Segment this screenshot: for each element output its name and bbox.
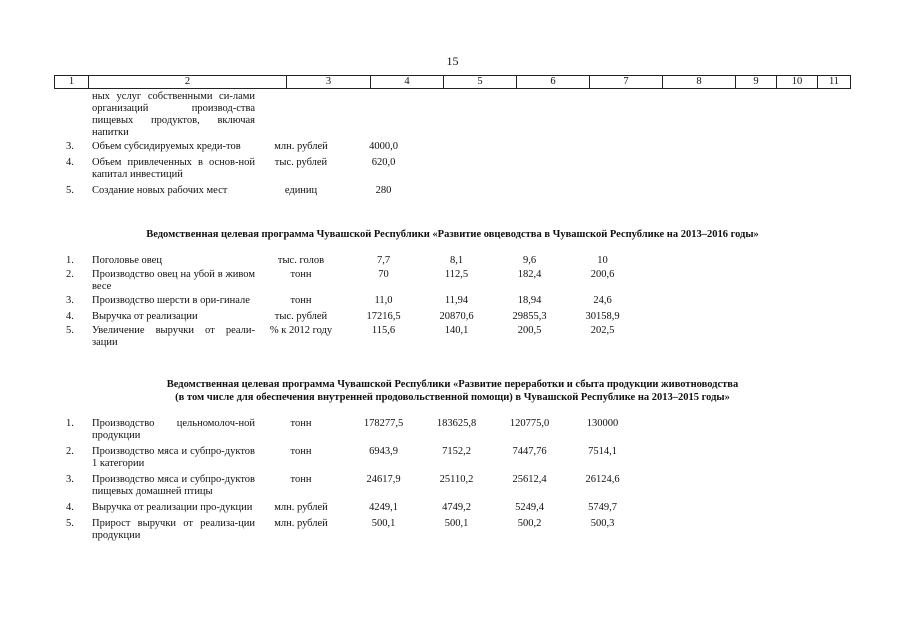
unit-of-measure: % к 2012 году	[269, 325, 333, 336]
year-value: 130000	[586, 418, 619, 429]
unit-of-measure: млн. рублей	[274, 502, 328, 513]
year-value: 5249,4	[515, 502, 544, 513]
year-value: 24,6	[593, 295, 612, 306]
year-value: 29855,3	[512, 311, 547, 322]
row-number: 5.	[66, 518, 74, 529]
table-row	[54, 311, 851, 323]
indicator-name: Прирост выручки от реализа-ции продукции	[92, 518, 255, 541]
row-number: 3.	[66, 474, 74, 485]
year-value: 202,5	[590, 325, 615, 336]
year-value: 500,1	[371, 518, 396, 529]
page-number: 15	[446, 54, 459, 68]
row-number: 4.	[66, 311, 74, 322]
col-header-9: 9	[735, 75, 776, 88]
indicator-name: ных услуг собственными си-лами организаций производ-ства пищевых продуктов, включая напитки	[92, 91, 255, 138]
year-value: 17216,5	[366, 311, 401, 322]
year-value: 200,5	[517, 325, 542, 336]
year-value: 140,1	[444, 325, 469, 336]
indicator-name: Увеличение выручки от реали-зации	[92, 325, 255, 348]
table-row	[54, 255, 851, 267]
unit-of-measure: тыс. рублей	[274, 311, 328, 322]
year-value: 4000,0	[369, 141, 398, 152]
year-value: 10	[597, 255, 608, 266]
unit-of-measure: тыс. голов	[277, 255, 325, 266]
section2-rows	[54, 418, 851, 546]
indicator-name: Производство мяса и субпро-дуктов 1 категории	[92, 446, 255, 469]
column-number-header	[54, 75, 851, 88]
col-header-11: 11	[817, 75, 851, 88]
year-value: 70	[378, 269, 389, 280]
table-row	[54, 446, 851, 470]
col-header-2: 2	[88, 75, 286, 88]
col-header-8: 8	[662, 75, 735, 88]
table-row	[54, 269, 851, 293]
row-number: 4.	[66, 502, 74, 513]
unit-of-measure: тонн	[290, 295, 312, 306]
indicator-name: Производство цельномолоч-ной продукции	[92, 418, 255, 441]
year-value: 7152,2	[442, 446, 471, 457]
year-value: 182,4	[517, 269, 542, 280]
row-number: 3.	[66, 295, 74, 306]
year-value: 7447,76	[512, 446, 547, 457]
unit-of-measure: тонн	[290, 269, 312, 280]
table-row	[54, 325, 851, 349]
year-value: 200,6	[590, 269, 615, 280]
unit-of-measure: млн. рублей	[274, 518, 328, 529]
table-row	[54, 91, 851, 139]
year-value: 9,6	[522, 255, 537, 266]
year-value: 4249,1	[369, 502, 398, 513]
year-value: 280	[375, 185, 392, 196]
col-header-6: 6	[516, 75, 589, 88]
table-row	[54, 157, 851, 181]
year-value: 18,94	[517, 295, 542, 306]
section2-title-line2: (в том числе для обеспечения внутренней продовольственной помощи) в Чувашской Республике на 2013–2015 годы»	[175, 392, 730, 403]
row-number: 1.	[66, 255, 74, 266]
table-row	[54, 518, 851, 542]
indicator-name: Выручка от реализации	[92, 311, 198, 322]
row-number: 3.	[66, 141, 74, 152]
unit-of-measure: млн. рублей	[274, 141, 328, 152]
year-value: 5749,7	[588, 502, 617, 513]
year-value: 6943,9	[369, 446, 398, 457]
continuation-rows	[54, 91, 851, 201]
indicator-name: Объем привлеченных в основ-ной капитал инвестиций	[92, 157, 255, 180]
table-row	[54, 474, 851, 498]
table-row	[54, 295, 851, 307]
year-value: 11,94	[444, 295, 469, 306]
section1-rows	[54, 255, 851, 353]
year-value: 25110,2	[439, 474, 474, 485]
row-number: 1.	[66, 418, 74, 429]
row-number: 4.	[66, 157, 74, 168]
year-value: 178277,5	[363, 418, 404, 429]
year-value: 24617,9	[366, 474, 401, 485]
table-row	[54, 502, 851, 514]
header-bottom-rule	[54, 88, 851, 89]
year-value: 11,0	[374, 295, 393, 306]
col-header-3: 3	[286, 75, 370, 88]
year-value: 25612,4	[512, 474, 547, 485]
row-number: 5.	[66, 325, 74, 336]
year-value: 7514,1	[588, 446, 617, 457]
indicator-name: Производство мяса и субпро-дуктов пищевых домашней птицы	[92, 474, 255, 497]
year-value: 8,1	[449, 255, 464, 266]
year-value: 7,7	[376, 255, 391, 266]
unit-of-measure: тонн	[290, 418, 312, 429]
unit-of-measure: тонн	[290, 474, 312, 485]
indicator-name: Выручка от реализации про-дукции	[92, 502, 253, 513]
row-number	[54, 91, 92, 139]
year-value: 30158,9	[585, 311, 620, 322]
year-value: 500,2	[517, 518, 542, 529]
year-value: 4749,2	[442, 502, 471, 513]
col-header-4: 4	[370, 75, 443, 88]
table-row	[54, 185, 851, 197]
year-value: 115,6	[371, 325, 396, 336]
col-header-1: 1	[54, 75, 88, 88]
col-header-5: 5	[443, 75, 516, 88]
year-value: 20870,6	[439, 311, 474, 322]
indicator-name: Производство шерсти в ори-гинале	[92, 295, 250, 306]
year-value: 620,0	[371, 157, 396, 168]
col-header-7: 7	[589, 75, 662, 88]
col-header-10: 10	[776, 75, 817, 88]
year-value: 112,5	[444, 269, 469, 280]
unit-of-measure: тыс. рублей	[274, 157, 328, 168]
indicator-name: Поголовье овец	[92, 255, 162, 266]
year-value: 120775,0	[509, 418, 550, 429]
row-number: 2.	[66, 446, 74, 457]
year-value: 500,1	[444, 518, 469, 529]
row-number: 2.	[66, 269, 74, 280]
section2-title-line1: Ведомственная целевая программа Чувашской Республики «Развитие переработки и сбыта продукции животноводства	[166, 379, 739, 390]
indicator-name: Создание новых рабочих мест	[92, 185, 228, 196]
year-value: 500,3	[590, 518, 615, 529]
indicator-name: Объем субсидируемых креди-тов	[92, 141, 241, 152]
year-value: 183625,8	[436, 418, 477, 429]
unit-of-measure: единиц	[284, 185, 318, 196]
table-row	[54, 418, 851, 442]
unit-of-measure: тонн	[290, 446, 312, 457]
indicator-name: Производство овец на убой в живом весе	[92, 269, 255, 292]
section1-title: Ведомственная целевая программа Чувашской Республики «Развитие овцеводства в Чувашской Республике на 2013–2016 годы»	[146, 229, 759, 240]
unit-of-measure	[255, 91, 347, 139]
year-value: 26124,6	[585, 474, 620, 485]
table-row	[54, 141, 851, 153]
row-number: 5.	[66, 185, 74, 196]
